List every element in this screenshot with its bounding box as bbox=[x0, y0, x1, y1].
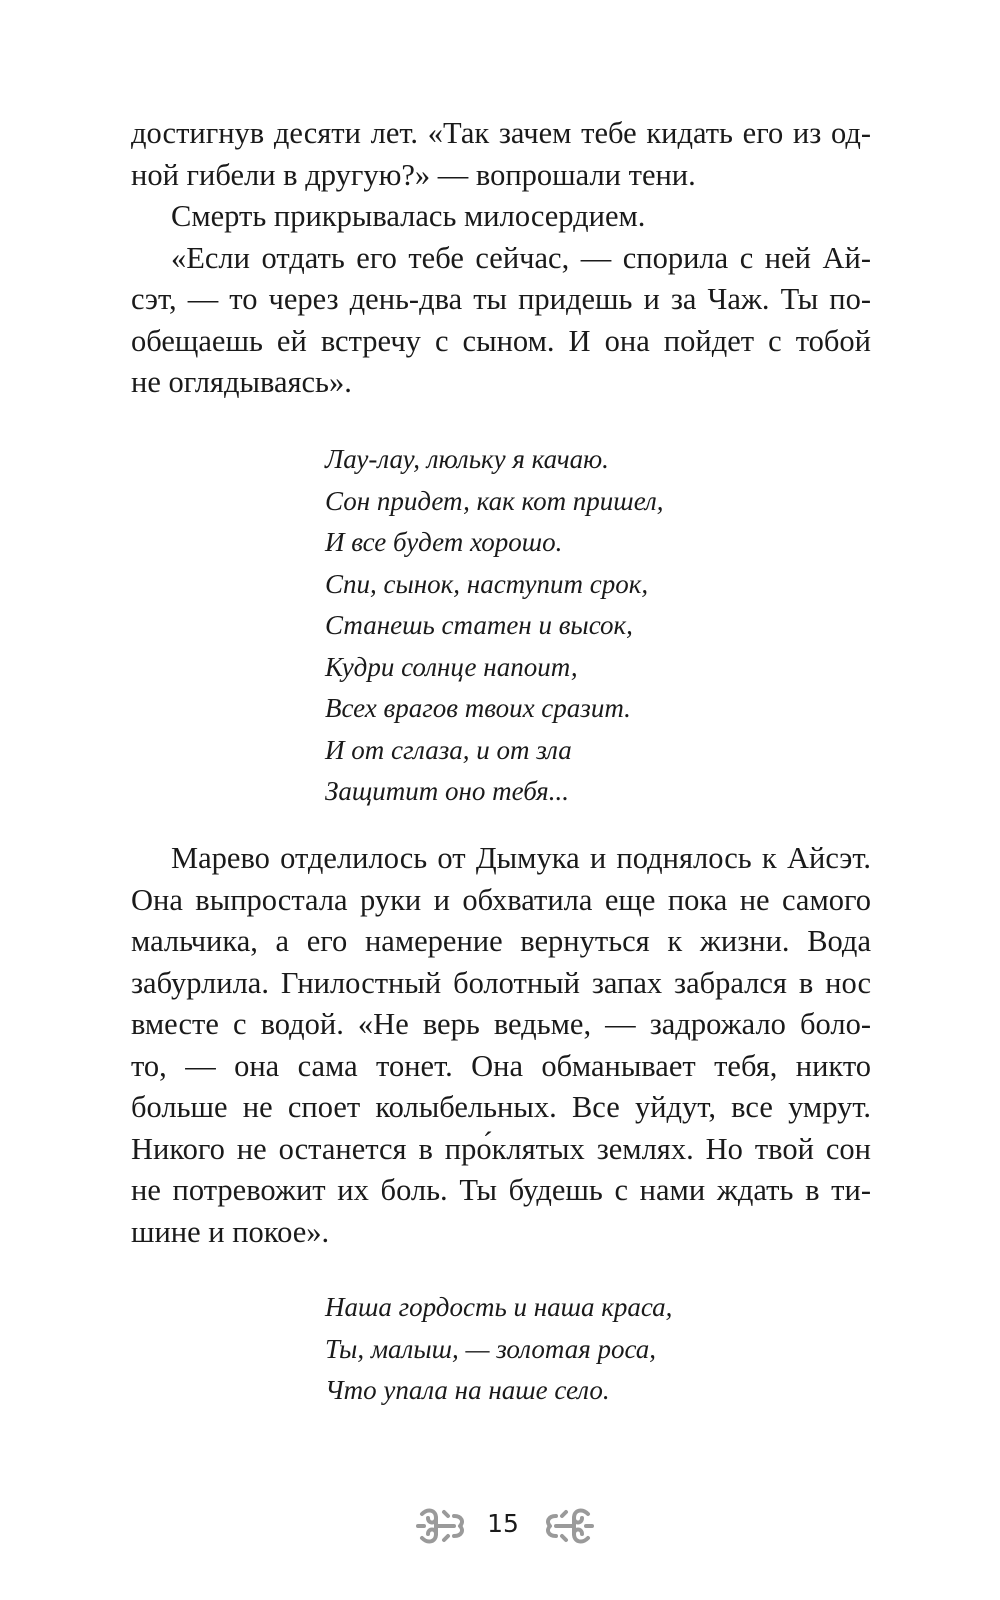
verse-line: И от сглаза, и от зла bbox=[325, 734, 572, 765]
page-number: 15 bbox=[487, 1509, 519, 1538]
text-line: шине и покое». bbox=[131, 1214, 330, 1249]
verse-block-1 bbox=[325, 439, 664, 813]
text-line: забурлила. Гнилостный болотный запах забрался в нос bbox=[131, 965, 871, 1000]
text-line: мальчика, а его намерение вернуться к жизни. Вода bbox=[131, 924, 871, 958]
verse-line: Сон придет, как кот пришел, bbox=[325, 485, 664, 516]
text-line: больше не споет колыбельных. Все уйдут, все умрут. bbox=[131, 1090, 871, 1124]
text-line: «Если отдать его тебе сейчас, — спорила с ней Ай- bbox=[171, 240, 871, 275]
verse-line: Станешь статен и высок, bbox=[325, 610, 633, 640]
text-line: сэт, — то через день-два ты придешь и за Чаж. Ты по- bbox=[131, 282, 871, 316]
decorative-ornament-icon bbox=[540, 1506, 596, 1546]
verse-line: Что упала на наше село. bbox=[325, 1375, 610, 1405]
decorative-ornament-icon bbox=[414, 1506, 470, 1546]
verse-line: Кудри солнце напоит, bbox=[325, 651, 578, 682]
text-line: вместе с водой. «Не верь ведьме, — задрожало боло- bbox=[131, 1007, 871, 1041]
verse-line: Всех врагов твоих сразит. bbox=[325, 693, 631, 723]
text-line: Никого не останется в про́клятых землях. Но твой сон bbox=[131, 1131, 871, 1166]
text-line: достигнув десяти лет. «Так зачем тебе кидать его из од- bbox=[131, 116, 871, 150]
verse-line: Лау-лау, люльку я качаю. bbox=[325, 444, 609, 474]
text-line: ной гибели в другую?» — вопрошали тени. bbox=[131, 157, 696, 192]
text-line: Марево отделилось от Дымука и поднялось к Айсэт. bbox=[171, 841, 871, 875]
page-footer bbox=[0, 1506, 1000, 1556]
verse-line: И все будет хорошо. bbox=[325, 527, 563, 557]
text-line: не оглядываясь». bbox=[131, 365, 352, 399]
prose-block-1 bbox=[131, 113, 871, 404]
verse-line: Защитит оно тебя... bbox=[325, 776, 569, 806]
text-line: Смерть прикрывалась милосердием. bbox=[171, 199, 646, 233]
prose-block-2 bbox=[131, 838, 871, 1253]
verse-line: Ты, малыш, — золотая роса, bbox=[325, 1333, 657, 1364]
text-line: обещаешь ей встречу с сыном. И она пойдет с тобой bbox=[131, 323, 871, 358]
verse-block-2 bbox=[325, 1287, 672, 1412]
verse-line: Спи, сынок, наступит срок, bbox=[325, 568, 649, 599]
verse-line: Наша гордость и наша краса, bbox=[325, 1292, 673, 1322]
text-line: то, — она сама тонет. Она обманывает тебя, никто bbox=[131, 1048, 871, 1083]
text-line: не потревожит их боль. Ты будешь с нами ждать в ти- bbox=[131, 1173, 871, 1207]
text-line: Она выпростала руки и обхватила еще пока не самого bbox=[131, 882, 871, 917]
